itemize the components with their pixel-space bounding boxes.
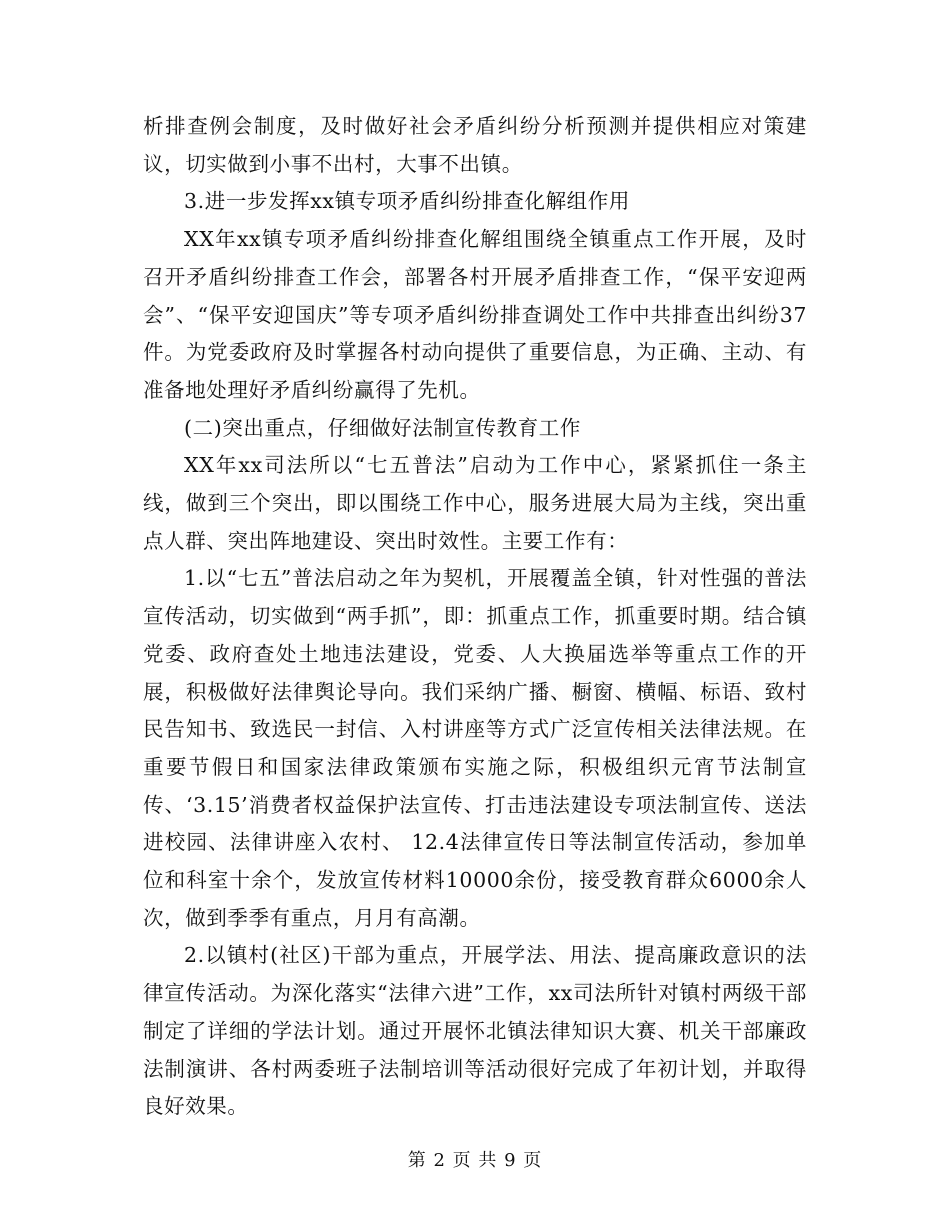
paragraph-legal-education: XX年xx司法所以“七五普法”启动为工作中心，紧紧抓住一条主线，做到三个突出，即以围绕工作中心，服务进展大局为主线，突出重点人群、突出阵地建设、突出时效性。主要工作有：: [143, 453, 807, 553]
section-heading-2: (二)突出重点，仔细做好法制宣传教育工作: [184, 415, 581, 440]
paragraph-dispute-team: XX年xx镇专项矛盾纠纷排查化解组围绕全镇重点工作开展，及时召开矛盾纠纷排查工作会，部署各村开展矛盾排查工作，“保平安迎两会”、“保平安迎国庆”等专项矛盾纠纷排查调处工作中共排查出纠纷37件。为党委政府及时掌握各村动向提供了重要信息，为正确、主动、有准备地处理好矛盾纠纷赢得了先机。: [143, 227, 807, 402]
page-footer: [0, 1146, 950, 1172]
paragraph-item-1: 1.以“七五”普法启动之年为契机，开展覆盖全镇，针对性强的普法宣传活动，切实做到“两手抓”，即：抓重点工作，抓重要时期。结合镇党委、政府查处土地违法建设，党委、人大换届选举等重点工作的开展，积极做好法律舆论导向。我们采纳广播、橱窗、横幅、标语、致村民告知书、致选民一封信、入村讲座等方式广泛宣传相关法律法规。在重要节假日和国家法律政策颁布实施之际，积极组织元宵节法制宣传、‘3.15’消费者权益保护法宣传、打击违法建设专项法制宣传、送法进校园、法律讲座入农村、 12.4法律宣传日等法制宣传活动，参加单位和科室十余个，发放宣传材料10000余份，接受教育群众6000余人次，做到季季有重点，月月有高潮。: [143, 566, 807, 930]
subheading-3: 3.进一步发挥xx镇专项矛盾纠纷排查化解组作用: [184, 189, 630, 214]
page-number: 第 2 页 共 9 页: [407, 1150, 543, 1171]
paragraph-item-2: 2.以镇村(社区)干部为重点，开展学法、用法、提高廉政意识的法律宣传活动。为深化落实“法律六进”工作，xx司法所针对镇村两级干部制定了详细的学法计划。通过开展怀北镇法律知识大赛、机关干部廉政法制演讲、各村两委班子法制培训等活动很好完成了年初计划，并取得良好效果。: [143, 943, 807, 1119]
paragraph-continuation: 析排查例会制度，及时做好社会矛盾纠纷分析预测并提供相应对策建议，切实做到小事不出村，大事不出镇。: [143, 114, 807, 176]
document-body: [143, 108, 807, 1126]
